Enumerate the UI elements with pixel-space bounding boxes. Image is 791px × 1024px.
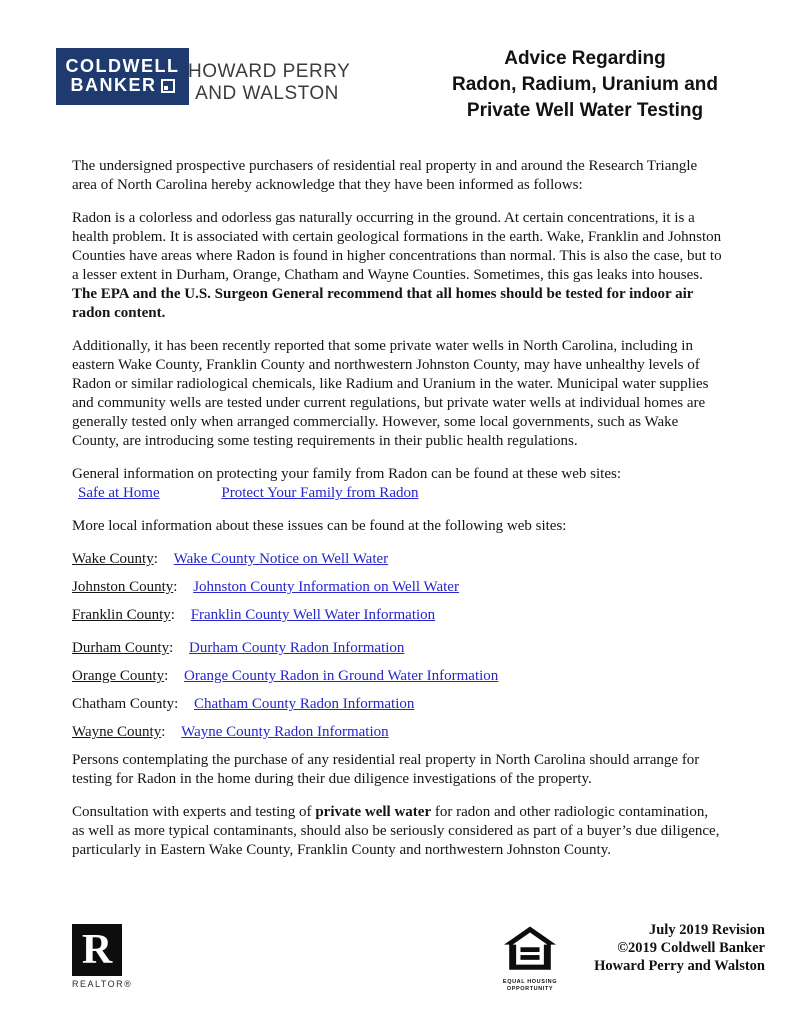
intro-paragraph: The undersigned prospective purchasers of residential real property in and around the Research Triangle area of North Carolina hereby acknowledge that they have been informed as follows:: [72, 158, 698, 193]
county-row-johnston: [72, 578, 724, 597]
county-label: Johnston County: [72, 579, 174, 595]
company-name-line1: HOWARD PERRY: [188, 61, 351, 82]
consultation-bold: private well water: [315, 804, 432, 820]
county-link[interactable]: Durham County Radon Information: [189, 640, 405, 656]
consultation-post: for radon and other radiologic contamination, as well as more typical contaminants, should also be seriously considered as part of a buyer’s due diligence, particularly in Eastern Wake County, Franklin County and northwestern Johnston County.: [72, 804, 720, 858]
realtor-r-icon: [72, 924, 122, 976]
page-title: [438, 46, 732, 124]
county-link[interactable]: Orange County Radon in Ground Water Information: [184, 668, 499, 684]
revision-block: [594, 921, 765, 975]
county-link[interactable]: Wake County Notice on Well Water: [173, 551, 389, 567]
page-title-line1: Advice Regarding: [504, 48, 666, 69]
copyright-company: Howard Perry and Walston: [594, 958, 765, 974]
page-title-line3: Private Well Water Testing: [466, 100, 704, 121]
general-info-paragraph: [72, 465, 724, 503]
copyright-line: ©2019 Coldwell Banker: [617, 940, 765, 956]
logo-text-banker: BANKER: [70, 75, 157, 95]
radon-paragraph-text: Radon is a colorless and odorless gas naturally occurring in the ground. At certain concentrations, it is a health problem. It is associated with certain geological formations in the earth. Wake, Franklin and Johnston Counties have areas where Radon is found in higher concentrations than normal. This is also the case, but to a lesser extent in Durham, Orange, Chatham and Wayne Counties. Sometimes, this gas leaks into houses.: [72, 210, 722, 283]
consultation-pre: Consultation with experts and testing of: [72, 804, 316, 820]
general-info-lead: General information on protecting your family from Radon can be found at these web sites:: [72, 466, 622, 482]
equal-housing-logo: [501, 926, 559, 992]
county-row-orange: [72, 667, 724, 686]
wells-paragraph: Additionally, it has been recently reported that some private water wells in North Carolina, including in eastern Wake County, Franklin County and northwestern Johnston County, may have unhealthy levels of Radon or similar radiological chemicals, like Radium and Uranium in the water. Municipal water supplies and community wells are tested under current regulations, but private water wells at individual homes are generally tested only when arranged commercially. However, some local governments, such as Wake County, are introducing some testing requirements in their public health regulations.: [72, 338, 709, 449]
equal-housing-label-line1: EQUAL HOUSING: [502, 979, 558, 985]
coldwell-banker-logo: [56, 48, 189, 105]
company-name: [188, 61, 351, 105]
logo-text-banker-row: [56, 76, 189, 95]
county-label: Orange County: [72, 668, 165, 684]
county-label: Durham County: [72, 640, 170, 656]
colon: :: [153, 551, 158, 567]
logo-text-coldwell: COLDWELL: [65, 56, 180, 76]
consultation-paragraph: [72, 803, 724, 860]
safe-at-home-link[interactable]: Safe at Home: [78, 485, 160, 501]
county-row-franklin: [72, 606, 724, 625]
colon: :: [161, 724, 166, 740]
county-row-wake: [72, 550, 724, 569]
colon: :: [174, 696, 179, 712]
protect-your-family-link[interactable]: Protect Your Family from Radon: [221, 485, 419, 501]
local-info-lead: More local information about these issues can be found at the following web sites:: [72, 518, 567, 534]
equal-housing-label-line2: OPPORTUNITY: [506, 985, 554, 992]
radon-paragraph: [72, 209, 724, 323]
county-label: Chatham County: [72, 696, 175, 712]
colon: :: [173, 579, 178, 595]
revision-date: July 2019 Revision: [648, 922, 765, 938]
cb-house-mark-icon: [161, 79, 175, 93]
county-link[interactable]: Wayne County Radon Information: [181, 724, 389, 740]
persons-paragraph: Persons contemplating the purchase of any residential real property in North Carolina should arrange for testing for Radon in the home during their due diligence investigations of the property.: [72, 752, 700, 787]
realtor-logo: [72, 924, 150, 989]
realtor-label: REALTOR®: [72, 979, 133, 989]
county-link[interactable]: Johnston County Information on Well Water: [193, 579, 459, 595]
colon: :: [169, 640, 174, 656]
county-row-chatham: [72, 695, 724, 714]
county-row-durham: [72, 639, 724, 658]
cb-house-mark-inner: [164, 86, 168, 90]
page-title-line2: Radon, Radium, Uranium and: [451, 74, 719, 95]
county-label: Wayne County: [72, 724, 162, 740]
county-label: Franklin County: [72, 607, 171, 623]
document-body: [72, 157, 724, 874]
county-link[interactable]: Franklin County Well Water Information: [190, 607, 436, 623]
company-name-line2: AND WALSTON: [195, 83, 339, 104]
realtor-r-glyph: R: [81, 927, 113, 973]
general-info-links: [72, 484, 724, 503]
equal-housing-label: [501, 979, 559, 992]
radon-paragraph-bold: The EPA and the U.S. Surgeon General recommend that all homes should be tested for indoor air radon content.: [72, 286, 694, 321]
county-links-list: [72, 550, 724, 742]
county-row-wayne: [72, 723, 724, 742]
colon: :: [170, 607, 175, 623]
colon: :: [164, 668, 169, 684]
county-link[interactable]: Chatham County Radon Information: [194, 696, 415, 712]
county-label: Wake County: [72, 551, 154, 567]
equal-housing-house-icon: [504, 926, 556, 972]
